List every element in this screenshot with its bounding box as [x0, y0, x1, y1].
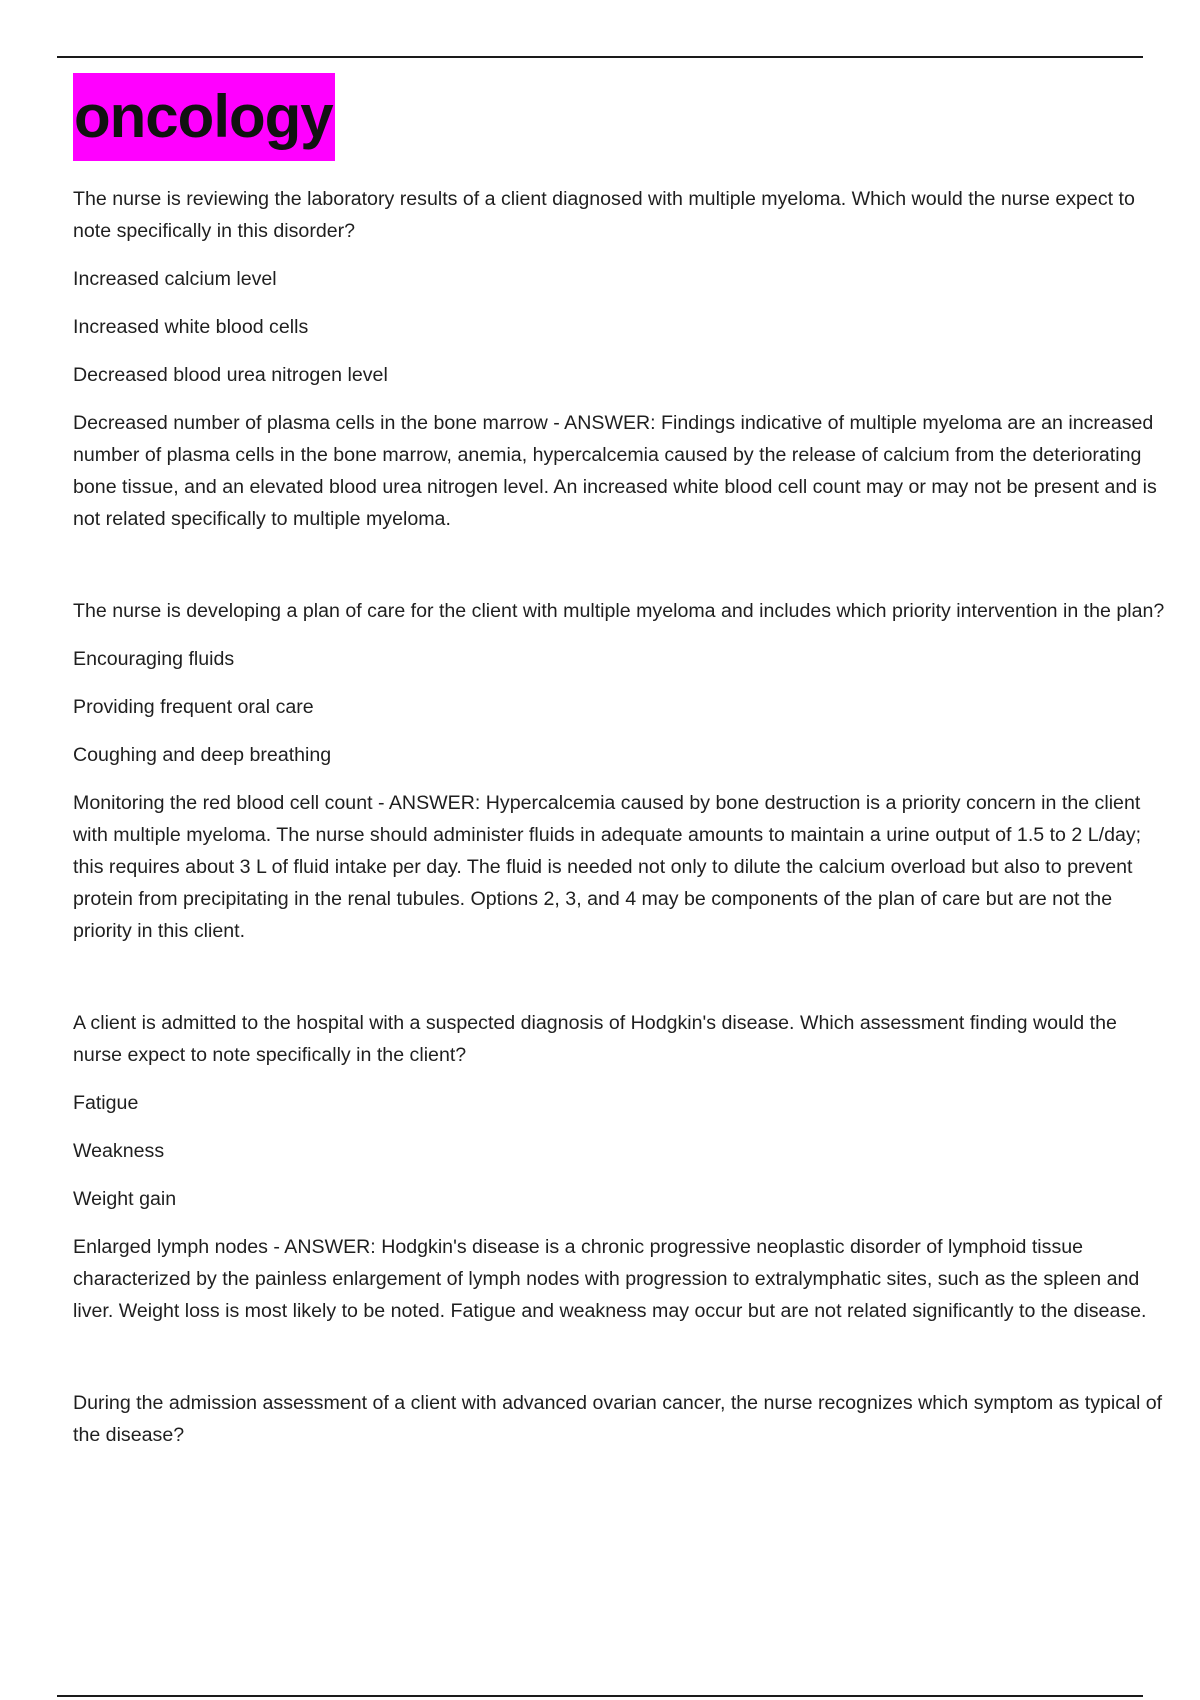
- option-item: Increased white blood cells: [73, 316, 309, 338]
- option-item: Increased calcium level: [73, 268, 277, 290]
- option-item: Weight gain: [73, 1188, 177, 1210]
- option-item: Providing frequent oral care: [73, 696, 314, 718]
- answer-text: Enlarged lymph nodes - ANSWER: Hodgkin's disease is a chronic progressive neoplastic disorder of lymphoid tissue characterized by the painless enlargement of lymph nodes with progression to extralymphatic sites, such as the spleen and liver. Weight loss is most likely to be noted. Fatigue and weakness may occur but are not related significantly to the disease.: [73, 1236, 1147, 1322]
- question-block-1: [73, 183, 1168, 535]
- question-text: The nurse is developing a plan of care for the client with multiple myeloma and includes which priority intervention in the plan?: [73, 600, 1165, 622]
- option-item: Decreased blood urea nitrogen level: [73, 364, 388, 386]
- option-item: Fatigue: [73, 1092, 139, 1114]
- question-text: The nurse is reviewing the laboratory results of a client diagnosed with multiple myeloma. Which would the nurse expect to note specifically in this disorder?: [73, 188, 1135, 242]
- question-text: A client is admitted to the hospital with a suspected diagnosis of Hodgkin's disease. Which assessment finding would the nurse expect to note specifically in the client?: [73, 1012, 1117, 1066]
- bottom-rule: [57, 1695, 1143, 1697]
- question-block-4: [73, 1387, 1168, 1451]
- answer-text: Decreased number of plasma cells in the bone marrow - ANSWER: Findings indicative of multiple myeloma are an increased number of plasma cells in the bone marrow, anemia, hypercalcemia caused by the release of calcium from the deteriorating bone tissue, and an elevated blood urea nitrogen level. An increased white blood cell count may or may not be present and is not related specifically to multiple myeloma.: [73, 412, 1157, 530]
- question-text: During the admission assessment of a client with advanced ovarian cancer, the nurse recognizes which symptom as typical of the disease?: [73, 1392, 1163, 1446]
- question-block-2: [73, 595, 1168, 947]
- document-title: oncology: [73, 73, 335, 161]
- top-rule: [57, 56, 1143, 58]
- option-item: Encouraging fluids: [73, 648, 235, 670]
- option-item: Weakness: [73, 1140, 165, 1162]
- option-item: Coughing and deep breathing: [73, 744, 332, 766]
- answer-text: Monitoring the red blood cell count - ANSWER: Hypercalcemia caused by bone destruction is a priority concern in the client with multiple myeloma. The nurse should administer fluids in adequate amounts to maintain a urine output of 1.5 to 2 L/day; this requires about 3 L of fluid intake per day. The fluid is needed not only to dilute the calcium overload but also to prevent protein from precipitating in the renal tubules. Options 2, 3, and 4 may be components of the plan of care but are not the priority in this client.: [73, 792, 1142, 942]
- question-block-3: [73, 1007, 1168, 1327]
- document-body: [73, 73, 1168, 1451]
